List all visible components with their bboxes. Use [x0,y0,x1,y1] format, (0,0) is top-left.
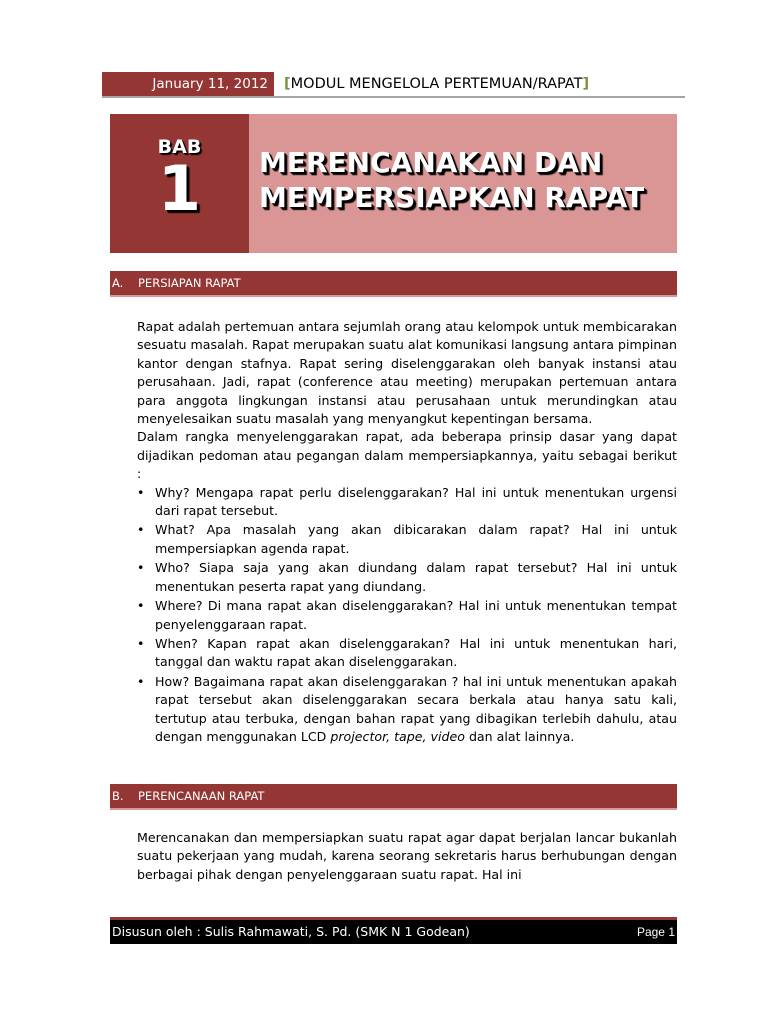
bracket-open: [ [284,76,291,92]
list-item [137,673,677,747]
footer [110,920,677,944]
bracket-close: ] [582,76,590,92]
header-divider [102,96,685,98]
chapter-title-box [249,114,677,253]
footer-author: Disusun oleh : Sulis Rahmawati, S. Pd. (SMK N 1 Godean) [112,924,470,939]
section-a-body [137,318,677,747]
header-date: January 11, 2012 [102,72,274,97]
section-a-heading [110,271,677,297]
list-item [137,484,677,521]
section-b-body [137,829,677,884]
section-b-letter: B. [112,789,124,803]
page-number: Page 1 [636,925,675,939]
section-b-title: PERENCANAAN RAPAT [138,789,265,803]
section-a-paragraph-1: Rapat adalah pertemuan antara sejumlah orang atau kelompok untuk membicarakan sesuatu masalah. Rapat merupakan suatu alat komunikasi langsung antara pimpinan kantor dengan stafnya. Rapat sering diselenggarakan oleh banyak instansi atau perusahaan. Jadi, rapat (conference atau meeting) merupakan pertemuan antara para anggota lingkungan instansi atau perusahaan untuk merundingkan atau menyelesaikan suatu masalah yang menyangkut kepentingan bersama. [137,319,677,427]
bullet-icon: • [137,560,145,576]
bullet-icon: • [137,673,145,689]
list-item [137,559,677,596]
bullet-icon: • [137,522,145,538]
section-a-letter: A. [112,276,124,290]
list-item-text: Where? Di mana rapat akan diselenggarakan? Hal ini untuk menentukan tempat penyelenggaraan rapat. [155,598,677,632]
chapter-title: MERENCANAKAN DAN MEMPERSIAPKAN RAPAT [259,146,645,214]
list-item [137,597,677,634]
chapter-label: BAB [157,136,202,158]
list-item-text: What? Apa masalah yang akan dibicarakan dalam rapat? Hal ini untuk mempersiapkan agenda rapat. [155,522,677,556]
list-item-text: When? Kapan rapat akan diselenggarakan? Hal ini untuk menentukan hari, tanggal dan waktu rapat akan diselenggarakan. [155,635,677,670]
bullet-icon: • [137,484,145,500]
section-a-title: PERSIAPAN RAPAT [138,276,241,290]
list-item-text: How? Bagaimana rapat akan diselenggarakan ? hal ini untuk menentukan apakah rapat tersebut akan diselenggarakan secara berkala atau hanya satu kali, tertutup atau terbuka, dengan bahan rapat yang dibagikan terlebih dahulu, atau dengan menggunakan LCD [155,673,677,744]
principles-list [137,484,677,747]
list-item-end: dan alat lainnya. [468,728,575,744]
chapter-number: 1 [157,152,202,225]
section-b-paragraph-1: Merencanakan dan mempersiapkan suatu rapat agar dapat berjalan lancar bukanlah suatu pekerjaan yang mudah, karena seorang sekretaris harus berhubungan dengan berbagai pihak dengan penyelenggaraan suatu rapat. Hal ini [137,830,677,882]
chapter-number-box [110,114,249,253]
list-item-text: Who? Siapa saja yang akan diundang dalam rapat tersebut? Hal ini untuk menentukan peserta rapat yang diundang. [155,560,677,594]
list-item [137,635,677,672]
list-item-italic: projector, tape, video [330,728,465,744]
module-title [284,72,589,97]
list-item [137,521,677,558]
section-a-paragraph-2: Dalam rangka menyelenggarakan rapat, ada beberapa prinsip dasar yang dapat dijadikan pedoman atau pegangan dalam mempersiapkannya, yaitu sebagai berikut : [137,429,677,482]
section-b-heading [110,784,677,810]
list-item-text: Why? Mengapa rapat perlu diselenggarakan? Hal ini untuk menentukan urgensi dari rapat tersebut. [155,484,677,519]
bullet-icon: • [137,598,145,614]
bullet-icon: • [137,635,145,651]
module-title-text: MODUL MENGELOLA PERTEMUAN/RAPAT [290,76,583,92]
